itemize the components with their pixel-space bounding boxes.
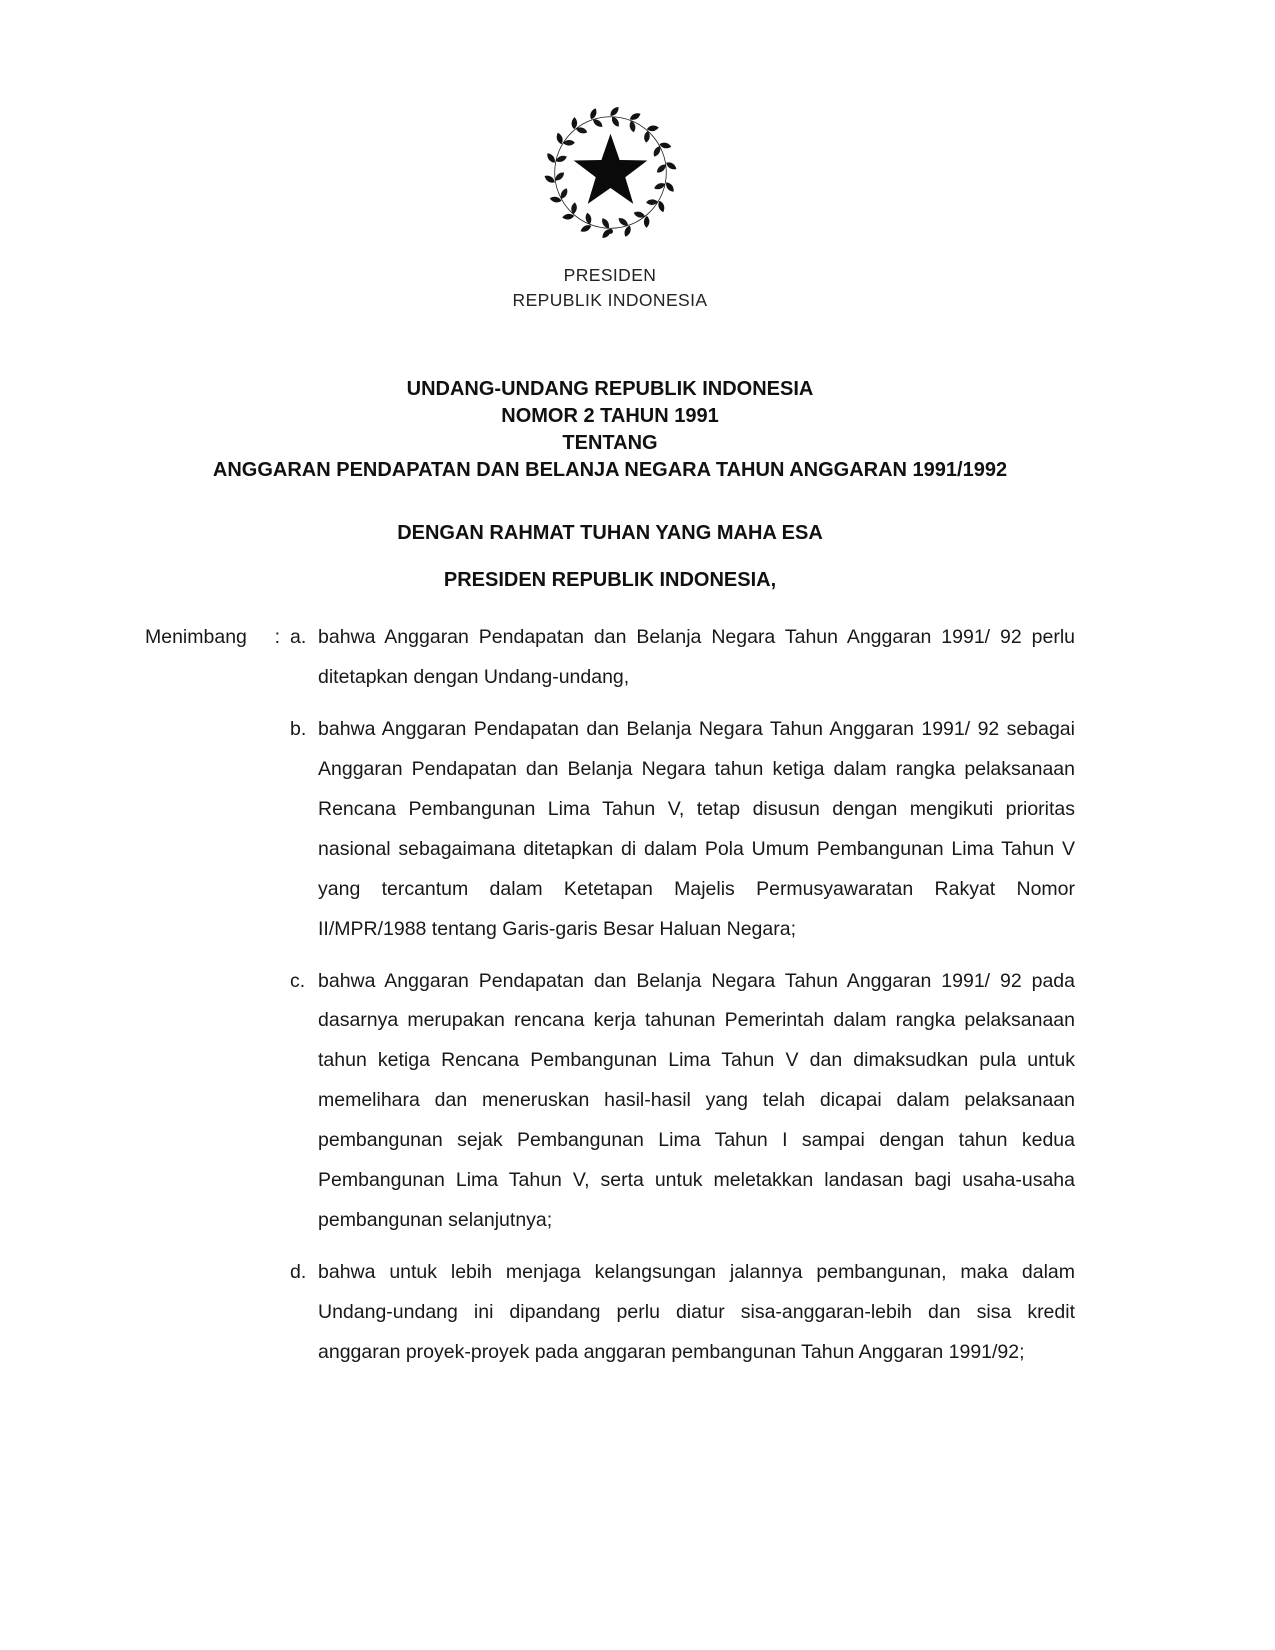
considerations-section (145, 618, 1075, 1385)
consideration-letter: c. (290, 969, 306, 992)
consideration-text: bahwa Anggaran Pendapatan dan Belanja Negara Tahun Anggaran 1991/ 92 pada dasarnya merupakan rencana kerja tahunan Pemerintah dalam rangka pelaksanaan tahun ketiga Rencana Pembangunan Lima Tahun V dan dimaksudkan pula untuk memelihara dan meneruskan hasil-hasil yang telah dicapai dalam pelaksanaan pembangunan sejak Pembangunan Lima Tahun I sampai dengan tahun kedua Pembangunan Lima Tahun V, serta untuk meletakkan landasan bagi usaha-usaha pembangunan selanjutnya; (318, 969, 1075, 1232)
letterhead-presiden: PRESIDEN (563, 265, 657, 285)
consideration-letter: a. (290, 625, 307, 648)
law-title-line-3: TENTANG (562, 431, 658, 454)
letterhead (145, 95, 1075, 314)
law-title-line-2: NOMOR 2 TAHUN 1991 (501, 404, 719, 427)
consideration-text: bahwa untuk lebih menjaga kelangsungan jalannya pembangunan, maka dalam Undang-undang ini dipandang perlu diatur sisa-anggaran-lebih dan sisa kredit anggaran proyek-proyek pada anggaran pembangunan Tahun Anggaran 1991/92; (318, 1261, 1075, 1364)
authority-line: PRESIDEN REPUBLIK INDONESIA, (443, 568, 777, 591)
considerations-colon: : (274, 625, 280, 648)
considerations-label-row (145, 618, 280, 1385)
consideration-item (290, 710, 1075, 950)
considerations-list (290, 618, 1075, 1385)
consideration-text: bahwa Anggaran Pendapatan dan Belanja Negara Tahun Anggaran 1991/ 92 perlu ditetapkan dengan Undang-undang, (318, 625, 1075, 688)
law-title-block (145, 376, 1075, 484)
law-title-line-1: UNDANG-UNDANG REPUBLIK INDONESIA (406, 377, 814, 400)
consideration-letter: b. (290, 717, 307, 740)
invocation-line: DENGAN RAHMAT TUHAN YANG MAHA ESA (397, 521, 823, 544)
consideration-item (290, 618, 1075, 698)
consideration-letter: d. (290, 1261, 307, 1284)
consideration-item (290, 962, 1075, 1242)
considerations-label: Menimbang (145, 625, 247, 648)
letterhead-republik-indonesia: REPUBLIK INDONESIA (512, 290, 708, 311)
consideration-item (290, 1253, 1075, 1373)
law-title-line-4: ANGGARAN PENDAPATAN DAN BELANJA NEGARA TAHUN ANGGARAN 1991/1992 (212, 458, 1008, 481)
consideration-text: bahwa Anggaran Pendapatan dan Belanja Negara Tahun Anggaran 1991/ 92 sebagai Anggaran Pendapatan dan Belanja Negara tahun ketiga dalam rangka pelaksanaan Rencana Pembangunan Lima Tahun V, tetap disusun dengan mengikuti prioritas nasional sebagaimana ditetapkan di dalam Pola Umum Pembangunan Lima Tahun V yang tercantum dalam Ketetapan Majelis Permusyawaratan Rakyat Nomor II/MPR/1988 tentang Garis-garis Besar Haluan Negara; (318, 717, 1075, 940)
state-emblem-icon (533, 95, 688, 250)
